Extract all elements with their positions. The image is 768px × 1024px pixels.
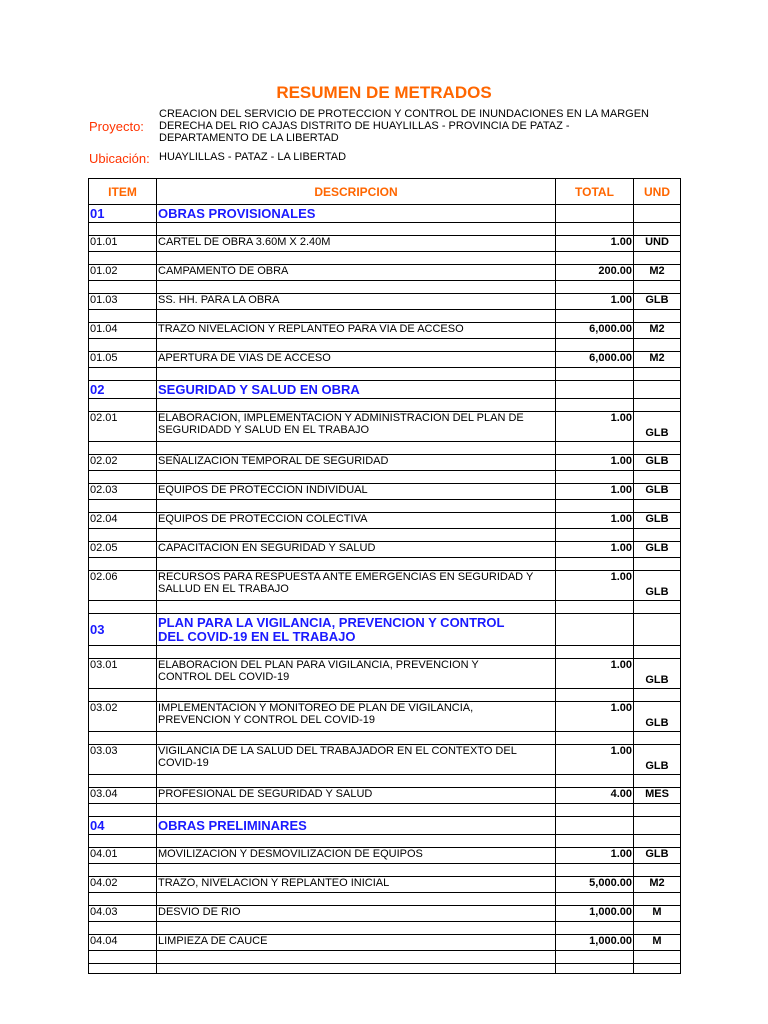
item-unit: GLB [634, 745, 681, 775]
spacer-cell [157, 442, 556, 455]
item-description-line: APERTURA DE VIAS DE ACCESO [158, 352, 331, 364]
item-total: 1.00 [556, 294, 634, 310]
spacer-cell [89, 442, 157, 455]
item-total: 1.00 [556, 745, 634, 775]
item-total: 1.00 [556, 455, 634, 471]
spacer-cell [556, 471, 634, 484]
item-total: 1.00 [556, 848, 634, 864]
section-title-line: SEGURIDAD Y SALUD EN OBRA [158, 381, 360, 397]
item-total: 1.00 [556, 513, 634, 529]
section-title-line: OBRAS PROVISIONALES [158, 205, 316, 221]
spacer-cell [157, 732, 556, 745]
item-description [157, 455, 556, 471]
spacer-cell [634, 864, 681, 877]
spacer-cell [634, 471, 681, 484]
item-unit: GLB [634, 455, 681, 471]
spacer-cell [89, 471, 157, 484]
item-total: 1,000.00 [556, 935, 634, 951]
item-description-line: CONTROL DEL COVID-19 [158, 671, 290, 683]
proyecto-line: DERECHA DEL RIO CAJAS DISTRITO DE HUAYLILLAS - PROVINCIA DE PATAZ - [159, 120, 570, 132]
spacer-cell [556, 922, 634, 935]
table-row [89, 659, 681, 689]
spacer-cell [157, 922, 556, 935]
section-title-line: OBRAS PRELIMINARES [158, 817, 307, 833]
item-code: 02.05 [89, 542, 157, 558]
item-code: 03.03 [89, 745, 157, 775]
item-unit: M [634, 935, 681, 951]
spacer-cell [556, 368, 634, 381]
section-title [157, 817, 556, 835]
spacer-row [89, 368, 681, 381]
item-total: 1.00 [556, 571, 634, 601]
spacer-cell [157, 646, 556, 659]
spacer-cell [634, 442, 681, 455]
item-description-line: DESVIO DE RIO [158, 906, 241, 918]
proyecto-line: CREACION DEL SERVICIO DE PROTECCION Y CONTROL DE INUNDACIONES EN LA MARGEN [159, 108, 649, 120]
spacer-cell [157, 281, 556, 294]
spacer-cell [157, 500, 556, 513]
section-total [556, 381, 634, 399]
item-unit: M2 [634, 265, 681, 281]
spacer-cell [89, 310, 157, 323]
spacer-cell [634, 368, 681, 381]
item-code: 01.03 [89, 294, 157, 310]
spacer-cell [556, 442, 634, 455]
spacer-cell [556, 951, 634, 964]
item-description [157, 906, 556, 922]
header-und: UND [634, 179, 681, 205]
ubicacion-label: Ubicación: [89, 151, 150, 166]
spacer-cell [634, 646, 681, 659]
section-row [89, 614, 681, 646]
spacer-cell [89, 339, 157, 352]
spacer-cell [634, 399, 681, 412]
spacer-row [89, 252, 681, 265]
item-description [157, 702, 556, 732]
item-code: 03.01 [89, 659, 157, 689]
spacer-cell [157, 471, 556, 484]
item-description [157, 542, 556, 558]
spacer-cell [89, 223, 157, 236]
spacer-cell [89, 368, 157, 381]
item-unit: M2 [634, 877, 681, 893]
spacer-cell [634, 893, 681, 906]
table-row [89, 877, 681, 893]
spacer-cell [556, 964, 634, 974]
spacer-cell [634, 339, 681, 352]
item-unit: GLB [634, 702, 681, 732]
item-description-line: RECURSOS PARA RESPUESTA ANTE EMERGENCIAS EN SEGURIDAD Y [158, 571, 534, 583]
item-description-line: EQUIPOS DE PROTECCION COLECTIVA [158, 513, 368, 525]
spacer-cell [89, 689, 157, 702]
metrados-table [88, 178, 681, 974]
table-row [89, 323, 681, 339]
spacer-row [89, 689, 681, 702]
proyecto-value [159, 108, 649, 144]
item-description [157, 484, 556, 500]
spacer-cell [634, 310, 681, 323]
header-descripcion: DESCRIPCION [157, 179, 556, 205]
item-code: 04.03 [89, 906, 157, 922]
spacer-cell [556, 804, 634, 817]
spacer-cell [89, 500, 157, 513]
section-und [634, 817, 681, 835]
spacer-cell [157, 689, 556, 702]
item-code: 04.01 [89, 848, 157, 864]
section-title [157, 381, 556, 399]
spacer-cell [556, 558, 634, 571]
spacer-cell [157, 835, 556, 848]
item-unit: GLB [634, 513, 681, 529]
item-description-line: IMPLEMENTACION Y MONITOREO DE PLAN DE VIGILANCIA, [158, 702, 474, 714]
item-description [157, 935, 556, 951]
spacer-row [89, 775, 681, 788]
spacer-cell [634, 558, 681, 571]
item-unit: GLB [634, 412, 681, 442]
spacer-cell [634, 964, 681, 974]
spacer-cell [634, 601, 681, 614]
item-total: 5,000.00 [556, 877, 634, 893]
item-total: 200.00 [556, 265, 634, 281]
spacer-cell [89, 835, 157, 848]
spacer-cell [556, 339, 634, 352]
spacer-cell [89, 951, 157, 964]
spacer-row [89, 471, 681, 484]
spacer-cell [556, 223, 634, 236]
spacer-row [89, 310, 681, 323]
spacer-cell [157, 804, 556, 817]
item-description [157, 323, 556, 339]
document-title: RESUMEN DE METRADOS [276, 83, 492, 102]
spacer-cell [157, 252, 556, 265]
spacer-cell [556, 399, 634, 412]
spacer-cell [556, 529, 634, 542]
spacer-cell [89, 922, 157, 935]
item-total: 1.00 [556, 659, 634, 689]
section-row [89, 205, 681, 223]
item-unit: GLB [634, 571, 681, 601]
table-row [89, 542, 681, 558]
spacer-row [89, 281, 681, 294]
spacer-cell [556, 310, 634, 323]
table-row [89, 745, 681, 775]
spacer-cell [157, 368, 556, 381]
spacer-row [89, 558, 681, 571]
spacer-cell [556, 893, 634, 906]
spacer-row [89, 500, 681, 513]
spacer-cell [89, 558, 157, 571]
item-code: 01.02 [89, 265, 157, 281]
item-unit: M [634, 906, 681, 922]
spacer-cell [634, 500, 681, 513]
spacer-row [89, 893, 681, 906]
item-description-line: PREVENCION Y CONTROL DEL COVID-19 [158, 714, 375, 726]
item-description [157, 294, 556, 310]
spacer-cell [89, 252, 157, 265]
spacer-cell [89, 732, 157, 745]
item-description-line: ELABORACION, IMPLEMENTACION Y ADMINISTRACION DEL PLAN DE [158, 412, 524, 424]
spacer-cell [157, 399, 556, 412]
section-und [634, 205, 681, 223]
spacer-cell [634, 951, 681, 964]
spacer-cell [89, 601, 157, 614]
item-total: 1.00 [556, 542, 634, 558]
item-description-line: CAMPAMENTO DE OBRA [158, 265, 289, 277]
item-description-line: LIMPIEZA DE CAUCE [158, 935, 268, 947]
item-description [157, 236, 556, 252]
table-row [89, 906, 681, 922]
spacer-cell [157, 864, 556, 877]
spacer-cell [556, 689, 634, 702]
spacer-cell [157, 775, 556, 788]
item-total: 6,000.00 [556, 323, 634, 339]
item-description [157, 571, 556, 601]
item-unit: UND [634, 236, 681, 252]
item-code: 01.05 [89, 352, 157, 368]
spacer-cell [89, 775, 157, 788]
spacer-cell [157, 893, 556, 906]
item-description-line: CARTEL DE OBRA 3.60M X 2.40M [158, 236, 331, 248]
section-row [89, 817, 681, 835]
table-row [89, 352, 681, 368]
spacer-cell [157, 339, 556, 352]
table-row [89, 571, 681, 601]
section-code: 03 [89, 614, 157, 646]
item-code: 04.02 [89, 877, 157, 893]
section-title [157, 205, 556, 223]
table-header-row [89, 179, 681, 205]
spacer-cell [556, 864, 634, 877]
spacer-cell [157, 964, 556, 974]
spacer-cell [89, 804, 157, 817]
spacer-cell [89, 864, 157, 877]
item-code: 02.02 [89, 455, 157, 471]
spacer-cell [634, 223, 681, 236]
item-code: 02.04 [89, 513, 157, 529]
item-code: 02.01 [89, 412, 157, 442]
item-description-line: SEGURIDADD Y SALUD EN EL TRABAJO [158, 424, 370, 436]
section-title-line: DEL COVID-19 EN EL TRABAJO [158, 628, 356, 644]
table-row [89, 788, 681, 804]
item-description-line: SS. HH. PARA LA OBRA [158, 294, 280, 306]
section-und [634, 381, 681, 399]
item-code: 02.03 [89, 484, 157, 500]
item-description [157, 352, 556, 368]
section-title [157, 614, 556, 646]
table-row [89, 935, 681, 951]
item-description-line: TRAZO NIVELACION Y REPLANTEO PARA VIA DE ACCESO [158, 323, 464, 335]
section-total [556, 614, 634, 646]
spacer-row [89, 804, 681, 817]
spacer-row [89, 922, 681, 935]
spacer-cell [634, 835, 681, 848]
ubicacion-value: HUAYLILLAS - PATAZ - LA LIBERTAD [159, 151, 347, 163]
spacer-cell [157, 310, 556, 323]
section-code: 02 [89, 381, 157, 399]
item-unit: M2 [634, 352, 681, 368]
item-total: 1.00 [556, 702, 634, 732]
spacer-cell [89, 281, 157, 294]
section-total [556, 205, 634, 223]
section-title-line: PLAN PARA LA VIGILANCIA, PREVENCION Y CONTROL [158, 614, 505, 630]
proyecto-label: Proyecto: [89, 119, 144, 134]
item-description-line: TRAZO, NIVELACION Y REPLANTEO INICIAL [158, 877, 390, 889]
item-unit: M2 [634, 323, 681, 339]
spacer-row [89, 835, 681, 848]
item-code: 03.04 [89, 788, 157, 804]
item-unit: GLB [634, 484, 681, 500]
spacer-row [89, 646, 681, 659]
item-description [157, 265, 556, 281]
item-total: 1.00 [556, 236, 634, 252]
spacer-row [89, 601, 681, 614]
section-row [89, 381, 681, 399]
spacer-row [89, 951, 681, 964]
spacer-row [89, 223, 681, 236]
item-description-line: PROFESIONAL DE SEGURIDAD Y SALUD [158, 788, 373, 800]
section-code: 01 [89, 205, 157, 223]
spacer-cell [634, 281, 681, 294]
item-description-line: COVID-19 [158, 757, 209, 769]
item-code: 01.04 [89, 323, 157, 339]
spacer-cell [89, 646, 157, 659]
item-unit: MES [634, 788, 681, 804]
table-end-row [89, 964, 681, 974]
proyecto-line: DEPARTAMENTO DE LA LIBERTAD [159, 132, 339, 144]
section-und [634, 614, 681, 646]
item-unit: GLB [634, 542, 681, 558]
spacer-cell [556, 252, 634, 265]
section-code: 04 [89, 817, 157, 835]
spacer-cell [634, 732, 681, 745]
item-description [157, 848, 556, 864]
item-code: 02.06 [89, 571, 157, 601]
spacer-cell [556, 500, 634, 513]
table-row [89, 455, 681, 471]
spacer-cell [89, 399, 157, 412]
spacer-cell [157, 558, 556, 571]
spacer-row [89, 529, 681, 542]
table-row [89, 265, 681, 281]
spacer-cell [556, 281, 634, 294]
table-row [89, 412, 681, 442]
spacer-row [89, 864, 681, 877]
spacer-row [89, 732, 681, 745]
spacer-cell [634, 922, 681, 935]
item-description-line: MOVILIZACION Y DESMOVILIZACION DE EQUIPOS [158, 848, 423, 860]
spacer-row [89, 399, 681, 412]
section-total [556, 817, 634, 835]
table-row [89, 484, 681, 500]
item-description-line: ELABORACION DEL PLAN PARA VIGILANCIA, PREVENCION Y [158, 659, 479, 671]
item-description [157, 745, 556, 775]
table-row [89, 513, 681, 529]
table-row [89, 702, 681, 732]
spacer-cell [556, 601, 634, 614]
table-row [89, 236, 681, 252]
spacer-cell [556, 775, 634, 788]
item-description [157, 412, 556, 442]
item-unit: GLB [634, 848, 681, 864]
spacer-cell [157, 223, 556, 236]
spacer-cell [556, 732, 634, 745]
item-total: 4.00 [556, 788, 634, 804]
item-description-line: SEÑALIZACION TEMPORAL DE SEGURIDAD [158, 455, 389, 467]
spacer-cell [634, 252, 681, 265]
item-description-line: SALLUD EN EL TRABAJO [158, 583, 289, 595]
table-row [89, 848, 681, 864]
item-description-line: VIGILANCIA DE LA SALUD DEL TRABAJADOR EN EL CONTEXTO DEL [158, 745, 517, 757]
spacer-row [89, 339, 681, 352]
item-code: 03.02 [89, 702, 157, 732]
item-description-line: EQUIPOS DE PROTECCION INDIVIDUAL [158, 484, 368, 496]
spacer-cell [556, 835, 634, 848]
spacer-cell [634, 529, 681, 542]
item-total: 1.00 [556, 412, 634, 442]
spacer-cell [556, 646, 634, 659]
spacer-cell [157, 951, 556, 964]
item-code: 01.01 [89, 236, 157, 252]
spacer-cell [634, 689, 681, 702]
item-description [157, 659, 556, 689]
table-row [89, 294, 681, 310]
spacer-cell [634, 775, 681, 788]
item-description [157, 788, 556, 804]
spacer-cell [157, 529, 556, 542]
spacer-cell [89, 893, 157, 906]
spacer-cell [634, 804, 681, 817]
metrados-table-body [89, 179, 681, 974]
item-total: 1,000.00 [556, 906, 634, 922]
item-unit: GLB [634, 294, 681, 310]
item-description [157, 877, 556, 893]
item-description-line: CAPACITACION EN SEGURIDAD Y SALUD [158, 542, 376, 554]
spacer-row [89, 442, 681, 455]
item-total: 1.00 [556, 484, 634, 500]
item-description [157, 513, 556, 529]
spacer-cell [89, 964, 157, 974]
item-code: 04.04 [89, 935, 157, 951]
header-total: TOTAL [556, 179, 634, 205]
spacer-cell [89, 529, 157, 542]
item-unit: GLB [634, 659, 681, 689]
item-total: 6,000.00 [556, 352, 634, 368]
spacer-cell [157, 601, 556, 614]
header-item: ITEM [89, 179, 157, 205]
